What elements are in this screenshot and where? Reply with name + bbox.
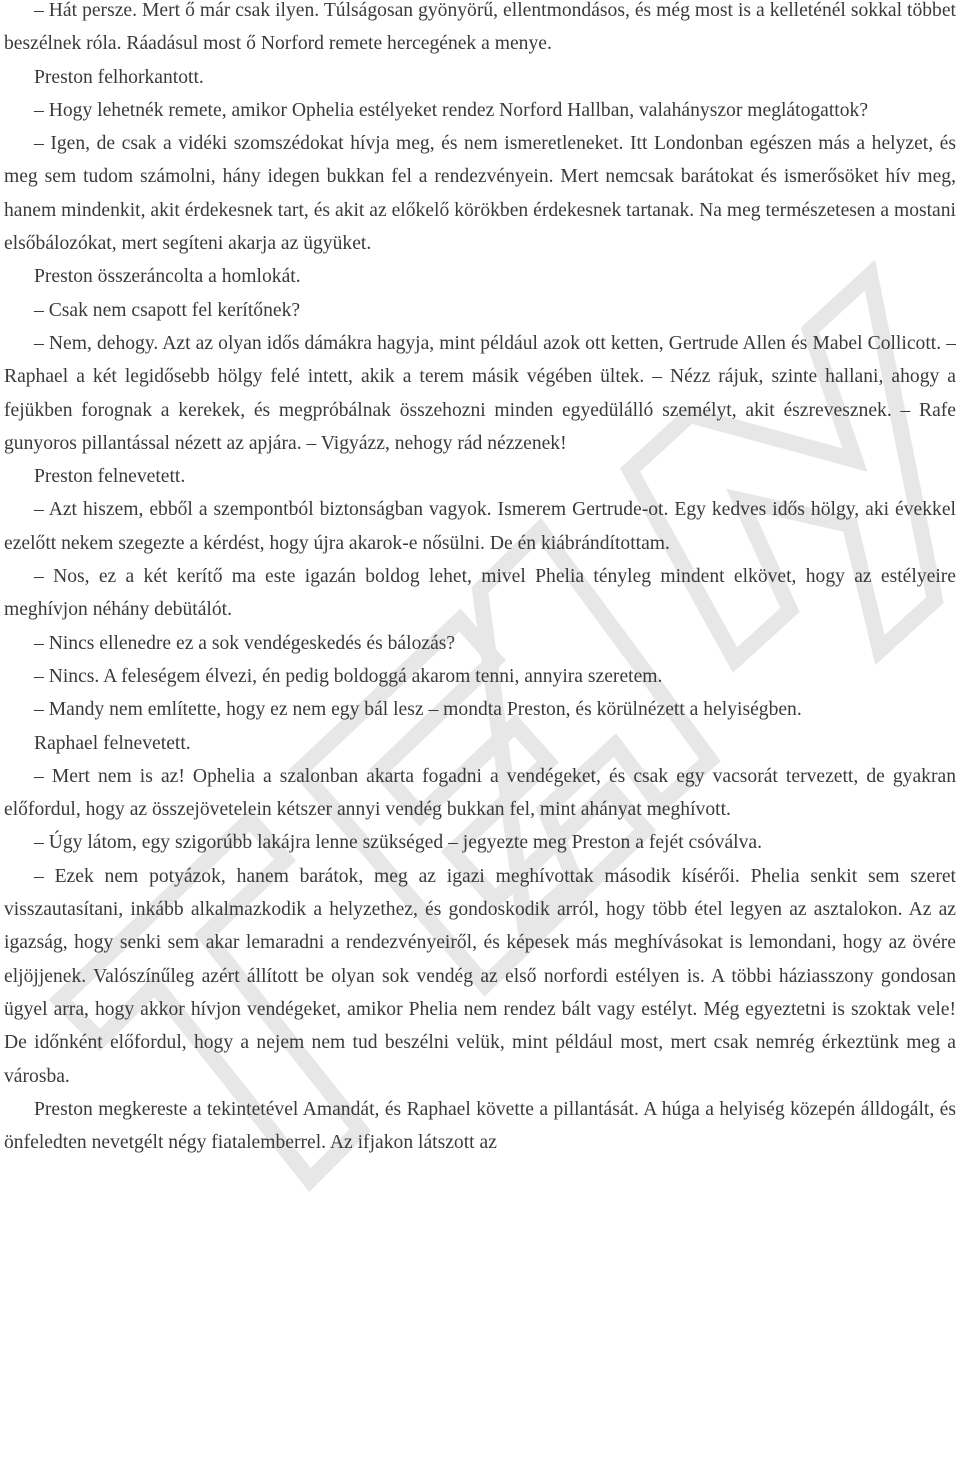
- paragraph: – Ezek nem potyázok, hanem barátok, meg az igazi meghívottak második kísérői. Phelia senkit sem szeret visszautasítani, inkább alkalmazkodik a helyzethez, és gondoskodik arról, hogy több étel legyen az asztalokon. Az az igazság, hogy senki sem akar lemaradni a rendezvényeiről, és képesek más meghívásokat is lemondani, hogy az övére eljöjjenek. Valószínűleg azért állított be olyan sok vendég az első norfordi estélyen is. A többi háziasszony gondosan ügyel arra, hogy akkor hívjon vendégeket, amikor Phelia nem rendez bált vagy estélyt. Még egyeztetni is szoktak vele! De időnként előfordul, hogy a nejem nem tud beszélni velük, mint például most, mert csak nemrég érkeztünk meg a városba.: [4, 865, 956, 1087]
- paragraph: – Hogy lehetnék remete, amikor Ophelia estélyeket rendez Norford Hallban, valahányszor meglátogattok?: [34, 99, 869, 121]
- paragraph: – Azt hiszem, ebből a szempontból biztonságban vagyok. Ismerem Gertrude-ot. Egy kedves idős hölgy, aki évekkel ezelőtt nekem szegezte a kérdést, hogy újra akarok-e nősülni. De én kiábrándítottam.: [4, 499, 956, 554]
- paragraph: Raphael felnevetett.: [34, 732, 191, 754]
- paragraph: – Csak nem csapott fel kerítőnek?: [34, 299, 301, 321]
- paragraph: – Nem, dehogy. Azt az olyan idős dámákra hagyja, mint például azok ott ketten, Gertrude Allen és Mabel Collicott. – Raphael a két legidősebb hölgy felé intett, akik a terem másik végében ültek. – Nézz rájuk, szinte hallani, ahogy a fejükben forognak a kerekek, és megpróbálnak összehozni minden egyedülálló személyt, akit észrevesznek. – Rafe gunyoros pillantással nézett az apjára. – Vigyázz, nehogy rád nézzenek!: [4, 332, 956, 454]
- paragraph: Preston felhorkantott.: [34, 66, 204, 88]
- document-page: [4, 0, 956, 1460]
- paragraph: – Hát persze. Mert ő már csak ilyen. Túlságosan gyönyörű, ellentmondásos, és még most is a kelleténél sokkal többet beszélnek róla. Ráadásul most ő Norford remete hercegének a menye.: [4, 0, 956, 55]
- paragraph: – Nincs. A feleségem élvezi, én pedig boldoggá akarom tenni, annyira szeretem.: [34, 665, 663, 687]
- paragraph: – Mandy nem említette, hogy ez nem egy bál lesz – mondta Preston, és körülnézett a helyiségben.: [34, 699, 802, 721]
- paragraph: – Úgy látom, egy szigorúbb lakájra lenne szükséged – jegyezte meg Preston a fejét csóválva.: [34, 832, 762, 854]
- paragraph: – Nincs ellenedre ez a sok vendégeskedés és bálozás?: [34, 632, 456, 654]
- paragraph: – Mert nem is az! Ophelia a szalonban akarta fogadni a vendégeket, és csak egy vacsorát tervezett, de gyakran előfordul, hogy az összejövetelein kétszer annyi vendég bukkan fel, mint ahányat meghívott.: [4, 765, 956, 821]
- paragraph: Preston felnevetett.: [34, 466, 186, 488]
- paragraph: – Igen, de csak a vidéki szomszédokat hívja meg, és nem ismeretleneket. Itt Londonban egészen más a helyzet, és meg sem tudom számolni, hány idegen bukkan fel a rendezvényein. Mert nemcsak barátokat és ismerősöket hív meg, hanem mindenkit, akit érdekesnek tart, és akit az előkelő körökben érdekesnek tartanak. Na meg természetesen a mostani elsőbálozókat, mert segíteni akarja az ügyüket.: [4, 133, 956, 255]
- body-text: [4, 0, 956, 1159]
- paragraph: Preston megkereste a tekintetével Amandát, és Raphael követte a pillantását. A húga a helyiség közepén álldogált, és önfeledten nevetgélt négy fiatalemberrel. Az ifjakon látszott az: [4, 1098, 956, 1154]
- paragraph: – Nos, ez a két kerítő ma este igazán boldog lehet, mivel Phelia tényleg mindent elkövet, hogy az estélyeire meghívjon néhány debütálót.: [4, 566, 956, 621]
- paragraph: Preston összeráncolta a homlokát.: [34, 266, 301, 288]
